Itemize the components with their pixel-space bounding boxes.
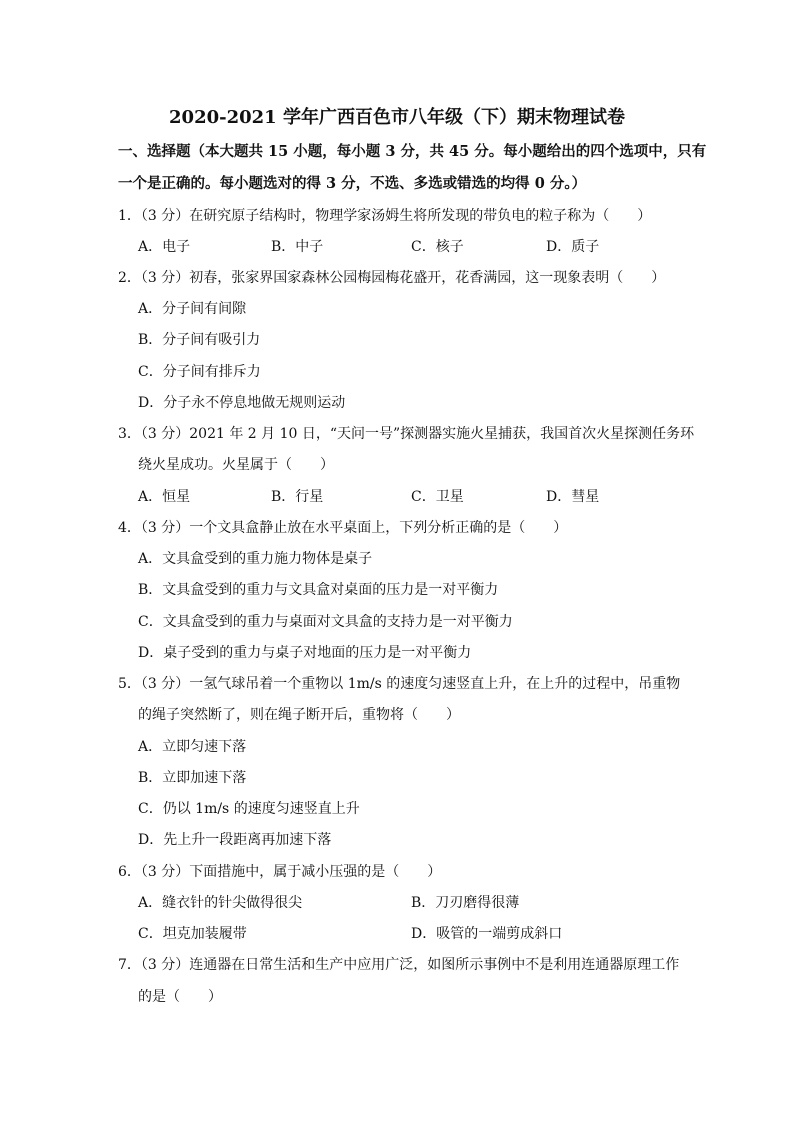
option-d: D．吸管的一端剪成斜口	[411, 926, 563, 942]
question-stem: 3．（3 分）2021 年 2 月 10 日，“天问一号”探测器实施火星捕获，我国首次火星探测任务环	[118, 426, 695, 442]
question-stem-cont: 绕火星成功。火星属于（ ）	[138, 457, 334, 473]
question-stem: 2．（3 分）初春，张家界国家森林公园梅园梅花盛开，花香满园，这一现象表明（ ）	[118, 270, 666, 286]
section-heading-line2: 一个是正确的。每小题选对的得 3 分，不选、多选或错选的均得 0 分。）	[118, 175, 587, 192]
option-c: C．坦克加装履带	[138, 926, 247, 942]
option-b: B．分子间有吸引力	[138, 332, 261, 348]
option-b: B．中子	[271, 239, 324, 255]
option-d: D．彗星	[546, 489, 600, 505]
option-b: B．文具盒受到的重力与文具盒对桌面的压力是一对平衡力	[138, 582, 499, 598]
option-a: A．电子	[138, 239, 191, 255]
question-stem: 5．（3 分）一氢气球吊着一个重物以 1m/s 的速度匀速竖直上升，在上升的过程中，吊重物	[118, 676, 681, 692]
question-stem-cont: 的是（ ）	[138, 989, 222, 1005]
option-d: D．质子	[546, 239, 600, 255]
option-b: B．立即加速下落	[138, 770, 247, 786]
option-c: C．卫星	[411, 489, 464, 505]
question-stem: 7．（3 分）连通器在日常生活和生产中应用广泛，如图所示事例中不是利用连通器原理工作	[118, 957, 680, 973]
question-stem: 6．（3 分）下面措施中，属于减小压强的是（ ）	[118, 864, 442, 880]
option-c: C．文具盒受到的重力与桌面对文具盒的支持力是一对平衡力	[138, 614, 513, 630]
option-a: A．恒星	[138, 489, 191, 505]
option-a: A．缝衣针的针尖做得很尖	[138, 895, 303, 911]
option-b: B．行星	[271, 489, 324, 505]
option-d: D．桌子受到的重力与桌子对地面的压力是一对平衡力	[138, 645, 472, 661]
section-heading-line1: 一、选择题（本大题共 15 小题，每小题 3 分，共 45 分。每小题给出的四个选项中，只有	[118, 143, 707, 160]
option-a: A．文具盒受到的重力施力物体是桌子	[138, 551, 373, 567]
option-b: B．刀刃磨得很薄	[411, 895, 520, 911]
page-title: 2020-2021 学年广西百色市八年级（下）期末物理试卷	[169, 107, 625, 128]
option-a: A．立即匀速下落	[138, 739, 247, 755]
question-stem: 4．（3 分）一个文具盒静止放在水平桌面上，下列分析正确的是（ ）	[118, 520, 568, 536]
question-stem-cont: 的绳子突然断了，则在绳子断开后，重物将（ ）	[138, 707, 460, 723]
option-a: A．分子间有间隙	[138, 301, 247, 317]
option-d: D．分子永不停息地做无规则运动	[138, 395, 346, 411]
option-d: D．先上升一段距离再加速下落	[138, 832, 332, 848]
option-c: C．核子	[411, 239, 464, 255]
option-c: C．分子间有排斥力	[138, 364, 261, 380]
question-stem: 1．（3 分）在研究原子结构时，物理学家汤姆生将所发现的带负电的粒子称为（ ）	[118, 208, 652, 224]
option-c: C．仍以 1m/s 的速度匀速竖直上升	[138, 801, 360, 817]
